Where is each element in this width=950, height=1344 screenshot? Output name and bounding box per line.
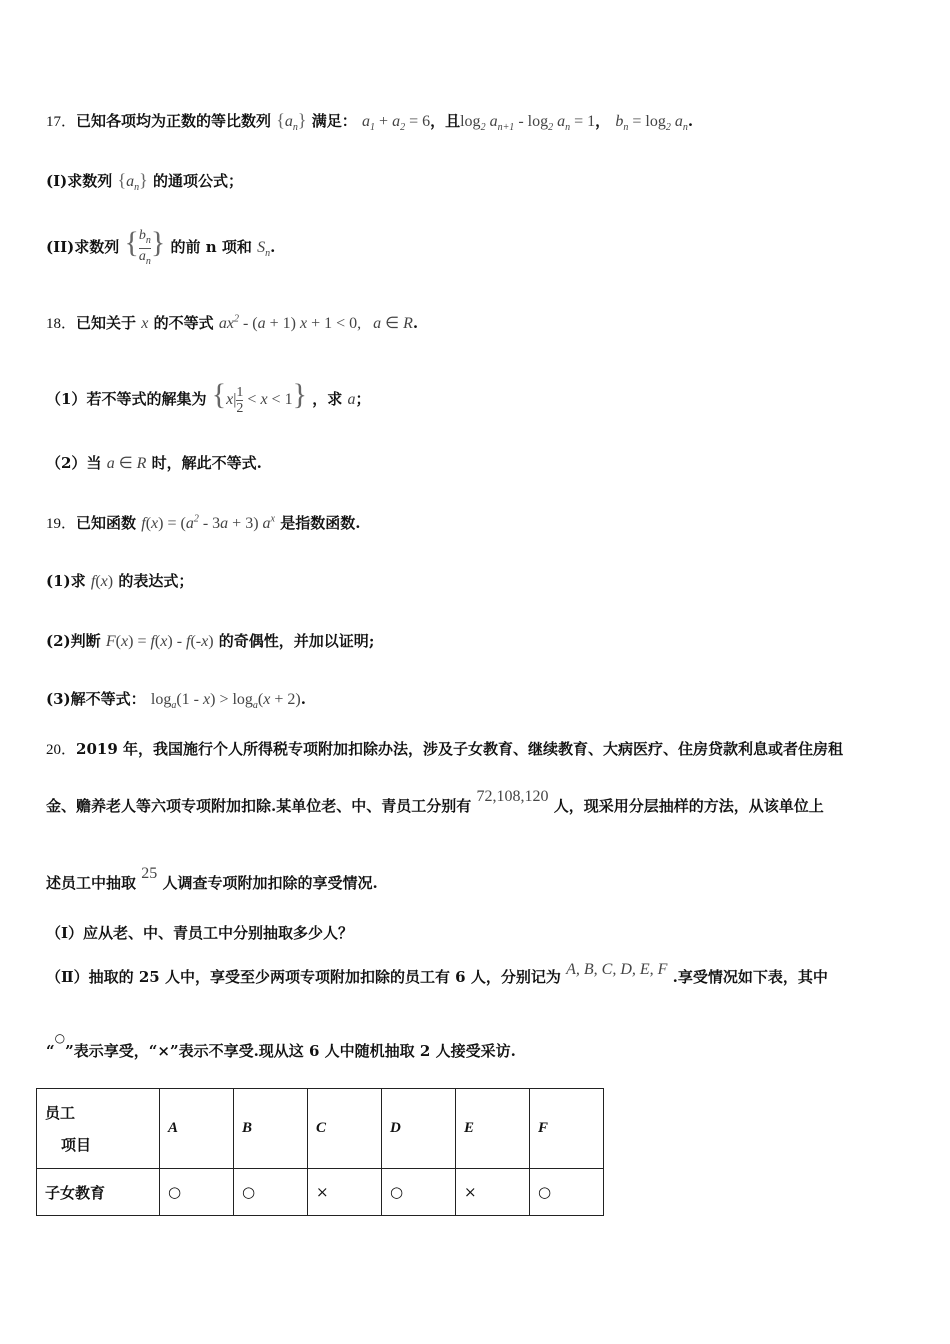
math-big-f: F(x) = f(x) - f(-x): [105, 633, 214, 650]
q18-part1: （1）若不等式的解集为 {x| $\frac{1}{2}$ < x < 1} ，求 a；: [46, 378, 371, 416]
header-employee-d: D: [382, 1089, 456, 1169]
q17-number: 17．: [46, 114, 77, 130]
q19-part1: (1)求 f(x) 的表达式；: [46, 572, 194, 590]
q20-line2: 金、赡养老人等六项专项附加扣除.某单位老、中、青员工分别有 72,108,120 人，现采用分层抽样的方法，从该单位上: [46, 788, 824, 815]
math-a1-plus-a2: $a_1 + a_2 = 6$: [362, 113, 431, 134]
header-employee-b: B: [234, 1089, 308, 1169]
table-cell: ×: [456, 1169, 530, 1216]
q18-part2: （2）当 a ∈ R 时，解此不等式.: [46, 454, 262, 472]
table-row: [37, 1169, 604, 1216]
q20-part2: （Ⅱ）抽取的 25 人中，享受至少两项专项附加扣除的员工有 6 人，分别记为 A, B, C, D, E, F .享受情况如下表，其中: [46, 961, 828, 986]
table-header-row: [37, 1089, 604, 1169]
q19-stem: 19．已知函数 $f(x) = (a^2 - 3a + 3)$ $a^x$ 是指数函数.: [46, 513, 361, 532]
math-a-in-r: a ∈ R: [106, 455, 147, 472]
table-cell: ○: [160, 1169, 234, 1216]
table-corner-cell: 员工 项目: [37, 1089, 160, 1169]
q18-number: 18．: [46, 316, 77, 332]
q20-legend-line: “○”表示享受，“×”表示不享受.现从这 6 人中随机抽取 2 人接受采访.: [46, 1031, 516, 1060]
math-sn: $S_n$: [257, 239, 271, 260]
table-cell: ×: [308, 1169, 382, 1216]
math-x: x: [141, 315, 149, 332]
table-cell: ○: [382, 1169, 456, 1216]
q19-part2: (2)判断 F(x) = f(x) - f(-x) 的奇偶性，并加以证明;: [46, 632, 375, 650]
math-employee-counts: 72,108,120: [476, 788, 549, 805]
q19-part3: (3)解不等式： $\log_a(1 - x) > \log_a(x + 2)$.: [46, 690, 306, 712]
table-cell: ○: [234, 1169, 308, 1216]
q17-part1: (I)求数列 $\{a_n\}$ 的通项公式；: [46, 170, 243, 194]
math-function-def: $f(x) = (a^2 - 3a + 3)$ $a^x$: [141, 513, 275, 532]
q20-line1: 20．2019 年，我国施行个人所得税专项附加扣除办法，涉及子女教育、继续教育、大病医疗、住房贷款利息或者住房租: [46, 740, 843, 758]
math-letters: A, B, C, D, E, F: [566, 961, 668, 978]
math-bn-over-an: { $\frac{b_n}{a_n}$ }: [124, 226, 166, 267]
q17-stem: 17．已知各项均为正数的等比数列 $\{a_n\}$ 满足： $a_1 + a_2 = 6$，且$\log_2 a_{n+1} - \log_2 a_n = 1$， $b_n = \log_2 a_n$.: [46, 110, 694, 134]
q18-stem: 18．已知关于 x 的不等式 $ax^2 - (a + 1) x + 1 < 0$, a ∈ R.: [46, 313, 419, 332]
q20-line3: 述员工中抽取 25 人调查专项附加扣除的享受情况.: [46, 865, 378, 892]
row-label: 子女教育: [37, 1169, 160, 1216]
math-sequence-an: $\{a_n\}$: [276, 110, 307, 134]
circle-symbol: ○: [54, 1031, 66, 1045]
header-employee-f: F: [530, 1089, 604, 1169]
table-cell: ○: [530, 1169, 604, 1216]
math-solution-set: {x| $\frac{1}{2}$ < x < 1}: [211, 378, 307, 416]
header-employee-a: A: [160, 1089, 234, 1169]
math-inequality: $ax^2 - (a + 1) x + 1 < 0$, a ∈ R: [218, 313, 413, 332]
header-employee-c: C: [308, 1089, 382, 1169]
math-fx: f(x): [90, 573, 114, 590]
math-log-difference: $\log_2 a_{n+1} - \log_2 a_n = 1$: [460, 113, 596, 134]
math-a: a: [347, 391, 356, 408]
math-sample-size: 25: [141, 865, 158, 882]
math-bn-def: $b_n = \log_2 a_n$: [615, 113, 688, 134]
math-sequence-an: $\{a_n\}$: [117, 170, 148, 194]
q20-part1: （Ⅰ）应从老、中、青员工中分别抽取多少人？: [46, 924, 354, 942]
math-log-inequality: $\log_a(1 - x) > \log_a(x + 2)$: [150, 691, 301, 712]
q17-part2: (II)求数列 { $\frac{b_n}{a_n}$ } 的前 n 项和 $S_n$.: [46, 226, 276, 267]
deduction-table: [36, 1088, 604, 1216]
q19-number: 19．: [46, 516, 77, 532]
header-employee-e: E: [456, 1089, 530, 1169]
q20-number: 20．: [46, 742, 77, 758]
